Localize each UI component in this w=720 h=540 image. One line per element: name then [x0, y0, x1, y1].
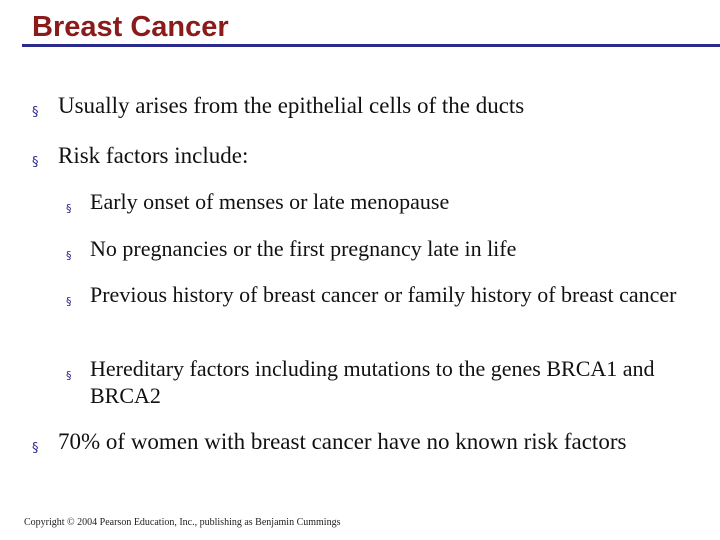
bullet-text: Usually arises from the epithelial cells of the ducts [58, 93, 525, 118]
sub-bullet-pregnancy [66, 235, 706, 262]
bullet-risk-factors [32, 142, 702, 170]
sub-bullet-marker-icon: § [66, 249, 72, 262]
sub-bullet-hereditary [66, 355, 706, 409]
sub-bullet-menses [66, 188, 706, 215]
sub-bullet-marker-icon: § [66, 369, 72, 382]
sub-bullet-text: Hereditary factors including mutations to the genes BRCA1 and BRCA2 [90, 356, 655, 408]
bullet-text: Risk factors include: [58, 143, 249, 168]
bullet-text: 70% of women with breast cancer have no known risk factors [58, 429, 627, 454]
sub-bullet-text: Previous history of breast cancer or family history of breast cancer [90, 282, 677, 307]
slide-title: Breast Cancer [32, 11, 229, 43]
sub-bullet-marker-icon: § [66, 202, 72, 215]
title-underline [22, 44, 720, 47]
sub-bullet-text: Early onset of menses or late menopause [90, 189, 450, 214]
bullet-no-known-risk [32, 428, 702, 456]
bullet-marker-icon: § [32, 155, 39, 170]
sub-bullet-marker-icon: § [66, 295, 72, 308]
copyright-footer: Copyright © 2004 Pearson Education, Inc., publishing as Benjamin Cummings [24, 517, 341, 528]
sub-bullet-text: No pregnancies or the first pregnancy late in life [90, 236, 517, 261]
sub-bullet-history [66, 281, 706, 308]
bullet-epithelial [32, 92, 702, 120]
bullet-marker-icon: § [32, 105, 39, 120]
bullet-marker-icon: § [32, 441, 39, 456]
